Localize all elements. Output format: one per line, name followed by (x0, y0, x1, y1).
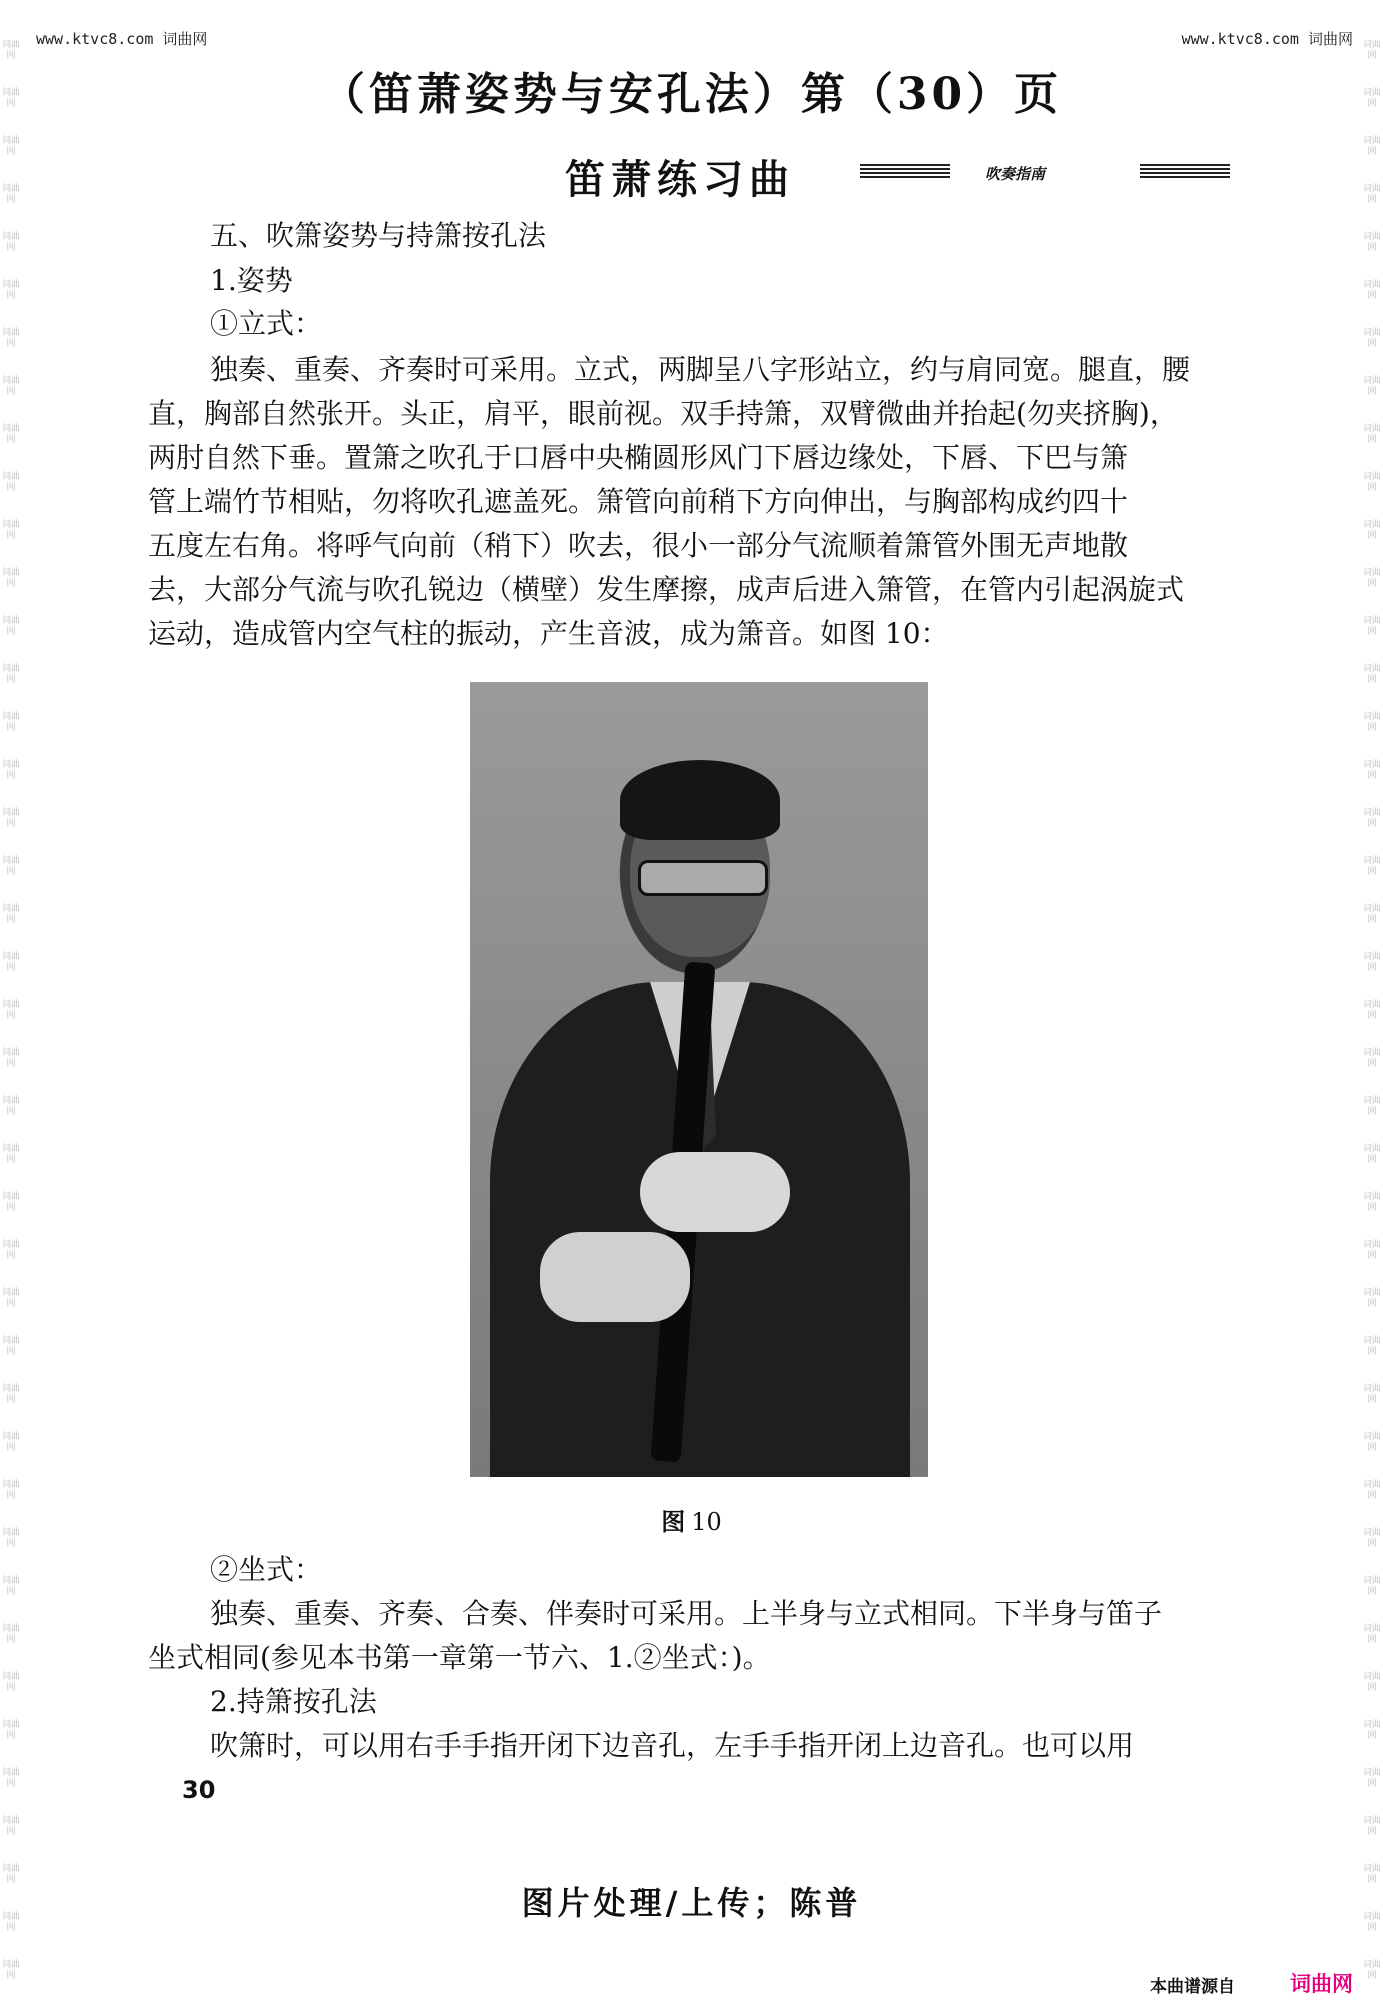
side-watermark-text: 词曲网 (2, 1144, 20, 1165)
side-watermark-text: 词曲网 (2, 184, 20, 205)
page-title: （笛萧姿势与安孔法）第（30）页 (320, 69, 1063, 120)
side-watermark-text: 词曲网 (1363, 1960, 1381, 1981)
paragraph-line: 独奏、重奏、齐奏、合奏、伴奏时可采用。上半身与立式相同。下半身与笛子 (210, 1597, 1163, 1630)
figure-photo-standing-xiao-player (470, 682, 928, 1477)
paragraph-line: 坐式相同(参见本书第一章第一节六、1.②坐式：)。 (148, 1641, 771, 1674)
side-watermark-text: 词曲网 (1363, 952, 1381, 973)
side-watermark-text: 词曲网 (1363, 1768, 1381, 1789)
side-watermark-text: 词曲网 (2, 1096, 20, 1117)
side-watermark-text: 词曲网 (2, 1672, 20, 1693)
side-watermark-text: 词曲网 (2, 1336, 20, 1357)
side-watermark-text: 词曲网 (1363, 232, 1381, 253)
figure-caption (0, 1502, 1383, 1537)
banner-subtitle: 吹奏指南 (985, 165, 1046, 183)
side-watermark-text: 词曲网 (1363, 88, 1381, 109)
side-watermark-text: 词曲网 (1363, 1384, 1381, 1405)
side-watermark-text: 词曲网 (2, 808, 20, 829)
side-watermark-text: 词曲网 (1363, 1864, 1381, 1885)
section-banner: 笛萧练习曲 (565, 156, 795, 203)
side-watermark-text: 词曲网 (2, 616, 20, 637)
side-watermark-text: 词曲网 (2, 1240, 20, 1261)
side-watermark-text: 词曲网 (1363, 1000, 1381, 1021)
subsection-heading: 1.姿势 (210, 264, 293, 297)
side-watermark-text: 词曲网 (2, 760, 20, 781)
side-watermark-text: 词曲网 (2, 1048, 20, 1069)
paragraph-line: 独奏、重奏、齐奏时可采用。立式，两脚呈八字形站立，约与肩同宽。腿直，腰 (210, 353, 1191, 386)
side-watermark-text: 词曲网 (1363, 808, 1381, 829)
side-watermark-text: 词曲网 (1363, 712, 1381, 733)
paragraph-line: 去，大部分气流与吹孔锐边（横壁）发生摩擦，成声后进入箫管，在管内引起涡旋式 (148, 573, 1185, 606)
upload-credit: 图片处理/上传；陈普 (521, 1884, 862, 1922)
side-watermark-text: 词曲网 (2, 1816, 20, 1837)
side-watermark-left (2, 40, 20, 2000)
side-watermark-text: 词曲网 (1363, 1816, 1381, 1837)
side-watermark-text: 词曲网 (1363, 1144, 1381, 1165)
figure-number: 10 (691, 1508, 722, 1536)
side-watermark-text: 词曲网 (2, 88, 20, 109)
paragraph-line: 运动，造成管内空气柱的振动，产生音波，成为箫音。如图 10： (148, 617, 949, 650)
side-watermark-text: 词曲网 (2, 328, 20, 349)
figure-label: 图 (661, 1507, 686, 1536)
side-watermark-text: 词曲网 (1363, 568, 1381, 589)
side-watermark-text: 词曲网 (1363, 136, 1381, 157)
side-watermark-text: 词曲网 (1363, 904, 1381, 925)
side-watermark-text: 词曲网 (2, 40, 20, 61)
side-watermark-text: 词曲网 (2, 1576, 20, 1597)
side-watermark-text: 词曲网 (1363, 1336, 1381, 1357)
side-watermark-text: 词曲网 (1363, 424, 1381, 445)
side-watermark-text: 词曲网 (1363, 760, 1381, 781)
paragraph-line: 管上端竹节相贴，勿将吹孔遮盖死。箫管向前稍下方向伸出，与胸部构成约四十 (148, 485, 1129, 518)
paragraph-line: 五度左右角。将呼气向前（稍下）吹去，很小一部分气流顺着箫管外围无声地散 (148, 529, 1129, 562)
footer-logo[interactable]: 词曲网 (1290, 1972, 1353, 1996)
side-watermark-text: 词曲网 (2, 136, 20, 157)
side-watermark-right (1363, 40, 1381, 2000)
side-watermark-text: 词曲网 (1363, 1096, 1381, 1117)
side-watermark-text: 词曲网 (1363, 1192, 1381, 1213)
side-watermark-text: 词曲网 (1363, 1576, 1381, 1597)
side-watermark-text: 词曲网 (2, 952, 20, 973)
header-url-right: www.ktvc8.com 词曲网 (1181, 30, 1353, 48)
side-watermark-text: 词曲网 (1363, 1240, 1381, 1261)
side-watermark-text: 词曲网 (1363, 472, 1381, 493)
side-watermark-text: 词曲网 (2, 1288, 20, 1309)
side-watermark-text: 词曲网 (2, 376, 20, 397)
side-watermark-text: 词曲网 (2, 1720, 20, 1741)
side-watermark-text: 词曲网 (1363, 184, 1381, 205)
side-watermark-text: 词曲网 (2, 904, 20, 925)
section-heading: 五、吹箫姿势与持箫按孔法 (210, 219, 547, 252)
side-watermark-text: 词曲网 (2, 664, 20, 685)
side-watermark-text: 词曲网 (2, 520, 20, 541)
side-watermark-text: 词曲网 (1363, 1720, 1381, 1741)
side-watermark-text: 词曲网 (2, 712, 20, 733)
side-watermark-text: 词曲网 (1363, 40, 1381, 61)
side-watermark-text: 词曲网 (1363, 1912, 1381, 1933)
side-watermark-text: 词曲网 (2, 1384, 20, 1405)
page-number: 30 (182, 1776, 216, 1804)
side-watermark-text: 词曲网 (1363, 520, 1381, 541)
side-watermark-text: 词曲网 (1363, 1624, 1381, 1645)
paragraph-line: 直，胸部自然张开。头正，肩平，眼前视。双手持箫，双臂微曲并抬起(勿夹挤胸)， (148, 397, 1178, 430)
side-watermark-text: 词曲网 (2, 1480, 20, 1501)
side-watermark-text: 词曲网 (1363, 280, 1381, 301)
side-watermark-text: 词曲网 (1363, 856, 1381, 877)
side-watermark-text: 词曲网 (1363, 1432, 1381, 1453)
paragraph-line: 两肘自然下垂。置箫之吹孔于口唇中央椭圆形风门下唇边缘处，下唇、下巴与箫 (148, 441, 1129, 474)
side-watermark-text: 词曲网 (1363, 616, 1381, 637)
header-url-left: www.ktvc8.com 词曲网 (36, 30, 208, 48)
side-watermark-text: 词曲网 (2, 568, 20, 589)
side-watermark-text: 词曲网 (2, 856, 20, 877)
decorative-staff-bar (1140, 164, 1230, 180)
side-watermark-text: 词曲网 (2, 1768, 20, 1789)
side-watermark-text: 词曲网 (1363, 376, 1381, 397)
side-watermark-text: 词曲网 (1363, 1480, 1381, 1501)
side-watermark-text: 词曲网 (2, 1432, 20, 1453)
side-watermark-text: 词曲网 (2, 472, 20, 493)
side-watermark-text: 词曲网 (2, 1192, 20, 1213)
subsection-heading: ②坐式： (210, 1553, 323, 1586)
side-watermark-text: 词曲网 (2, 1864, 20, 1885)
side-watermark-text: 词曲网 (2, 1528, 20, 1549)
side-watermark-text: 词曲网 (2, 1912, 20, 1933)
side-watermark-text: 词曲网 (2, 1000, 20, 1021)
section-heading: 2.持箫按孔法 (210, 1685, 377, 1718)
side-watermark-text: 词曲网 (1363, 1288, 1381, 1309)
side-watermark-text: 词曲网 (2, 424, 20, 445)
paragraph-line: 吹箫时，可以用右手手指开闭下边音孔，左手手指开闭上边音孔。也可以用 (210, 1729, 1135, 1762)
side-watermark-text: 词曲网 (2, 280, 20, 301)
subsection-heading: ①立式： (210, 307, 323, 340)
side-watermark-text: 词曲网 (2, 232, 20, 253)
side-watermark-text: 词曲网 (1363, 1048, 1381, 1069)
footer-source-text: 本曲谱源自 (1150, 1977, 1235, 1997)
side-watermark-text: 词曲网 (2, 1960, 20, 1981)
side-watermark-text: 词曲网 (1363, 1672, 1381, 1693)
side-watermark-text: 词曲网 (1363, 1528, 1381, 1549)
side-watermark-text: 词曲网 (2, 1624, 20, 1645)
decorative-staff-bar (860, 164, 950, 180)
side-watermark-text: 词曲网 (1363, 664, 1381, 685)
side-watermark-text: 词曲网 (1363, 328, 1381, 349)
